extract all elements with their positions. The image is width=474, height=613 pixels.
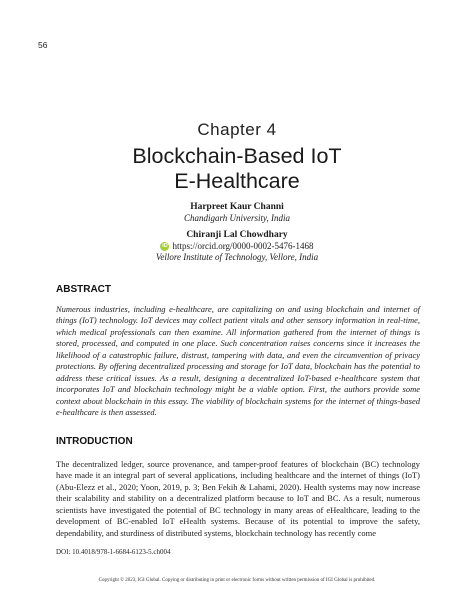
chapter-title [0, 144, 474, 194]
author-block-2 [0, 230, 474, 263]
abstract-text: Numerous industries, including e-healthcare, are capitalizing on and using blockchain and internet of things (IoT) technology. IoT devices may collect patient vitals and other sensory information in real-time, which medical professionals can then examine. All information gathered from the internet of things is stored, processed, and computed in one place. Such concentration raises concerns since it increases the likelihood of a catastrophic failure, distrust, tampering with data, and even the circumvention of privacy protections. By offering decentralized processing and storage for IoT data, blockchain has the potential to address these critical issues. As a result, designing a decentralized IoT-based e-healthcare system that incorporates IoT and blockchain technology might be a viable option. First, the authors provide some context about blockchain in this essay. The viability of blockchain systems for the internet of things-based e-healthcare is then assessed. [56, 304, 420, 418]
author-name: Chiranji Lal Chowdhary [186, 230, 288, 240]
author-block-1 [0, 202, 474, 224]
doi-line: DOI: 10.4018/978-1-6684-6123-5.ch004 [56, 548, 171, 556]
author-name: Harpreet Kaur Channi [190, 202, 284, 212]
chapter-title-line-2: E-Healthcare [174, 169, 300, 193]
author-affiliation: Chandigarh University, India [183, 213, 291, 223]
introduction-heading: INTRODUCTION [56, 436, 133, 447]
chapter-label: Chapter 4 [197, 120, 277, 139]
orcid-icon[interactable]: iD [162, 243, 168, 249]
author-affiliation: Vellore Institute of Technology, Vellore, India [155, 252, 319, 262]
page-number: 56 [38, 40, 48, 50]
abstract-heading: ABSTRACT [56, 284, 111, 295]
introduction-text: The decentralized ledger, source provenance, and tamper-proof features of blockchain (BC) technology have made it an integral part of several applications, including healthcare and the internet of things (IoT) (Abu-Elezz et al., 2020; Yoon, 2019, p. 3; Ben Fekih & Lahami, 2020). Health systems may now increase their scalability and stability on a decentralized platform because to IoT and BC. As a result, numerous scientists have investigated the potential of BC technology in many areas of eHealthcare, leading to the development of BC-enabled IoT eHealth systems. Because of its potential to improve the safety, dependability, and sturdiness of distributed systems, blockchain technology has recently come [56, 459, 420, 538]
copyright-notice: Copyright © 2023, IGI Global. Copying or distributing in print or electronic forms without written permission of IGI Global is prohibited. [98, 578, 376, 583]
chapter-title-line-1: Blockchain-Based IoT [132, 144, 342, 168]
orcid-link[interactable]: https://orcid.org/0000-0002-5476-1468 [172, 241, 314, 251]
orcid-line [0, 241, 474, 252]
